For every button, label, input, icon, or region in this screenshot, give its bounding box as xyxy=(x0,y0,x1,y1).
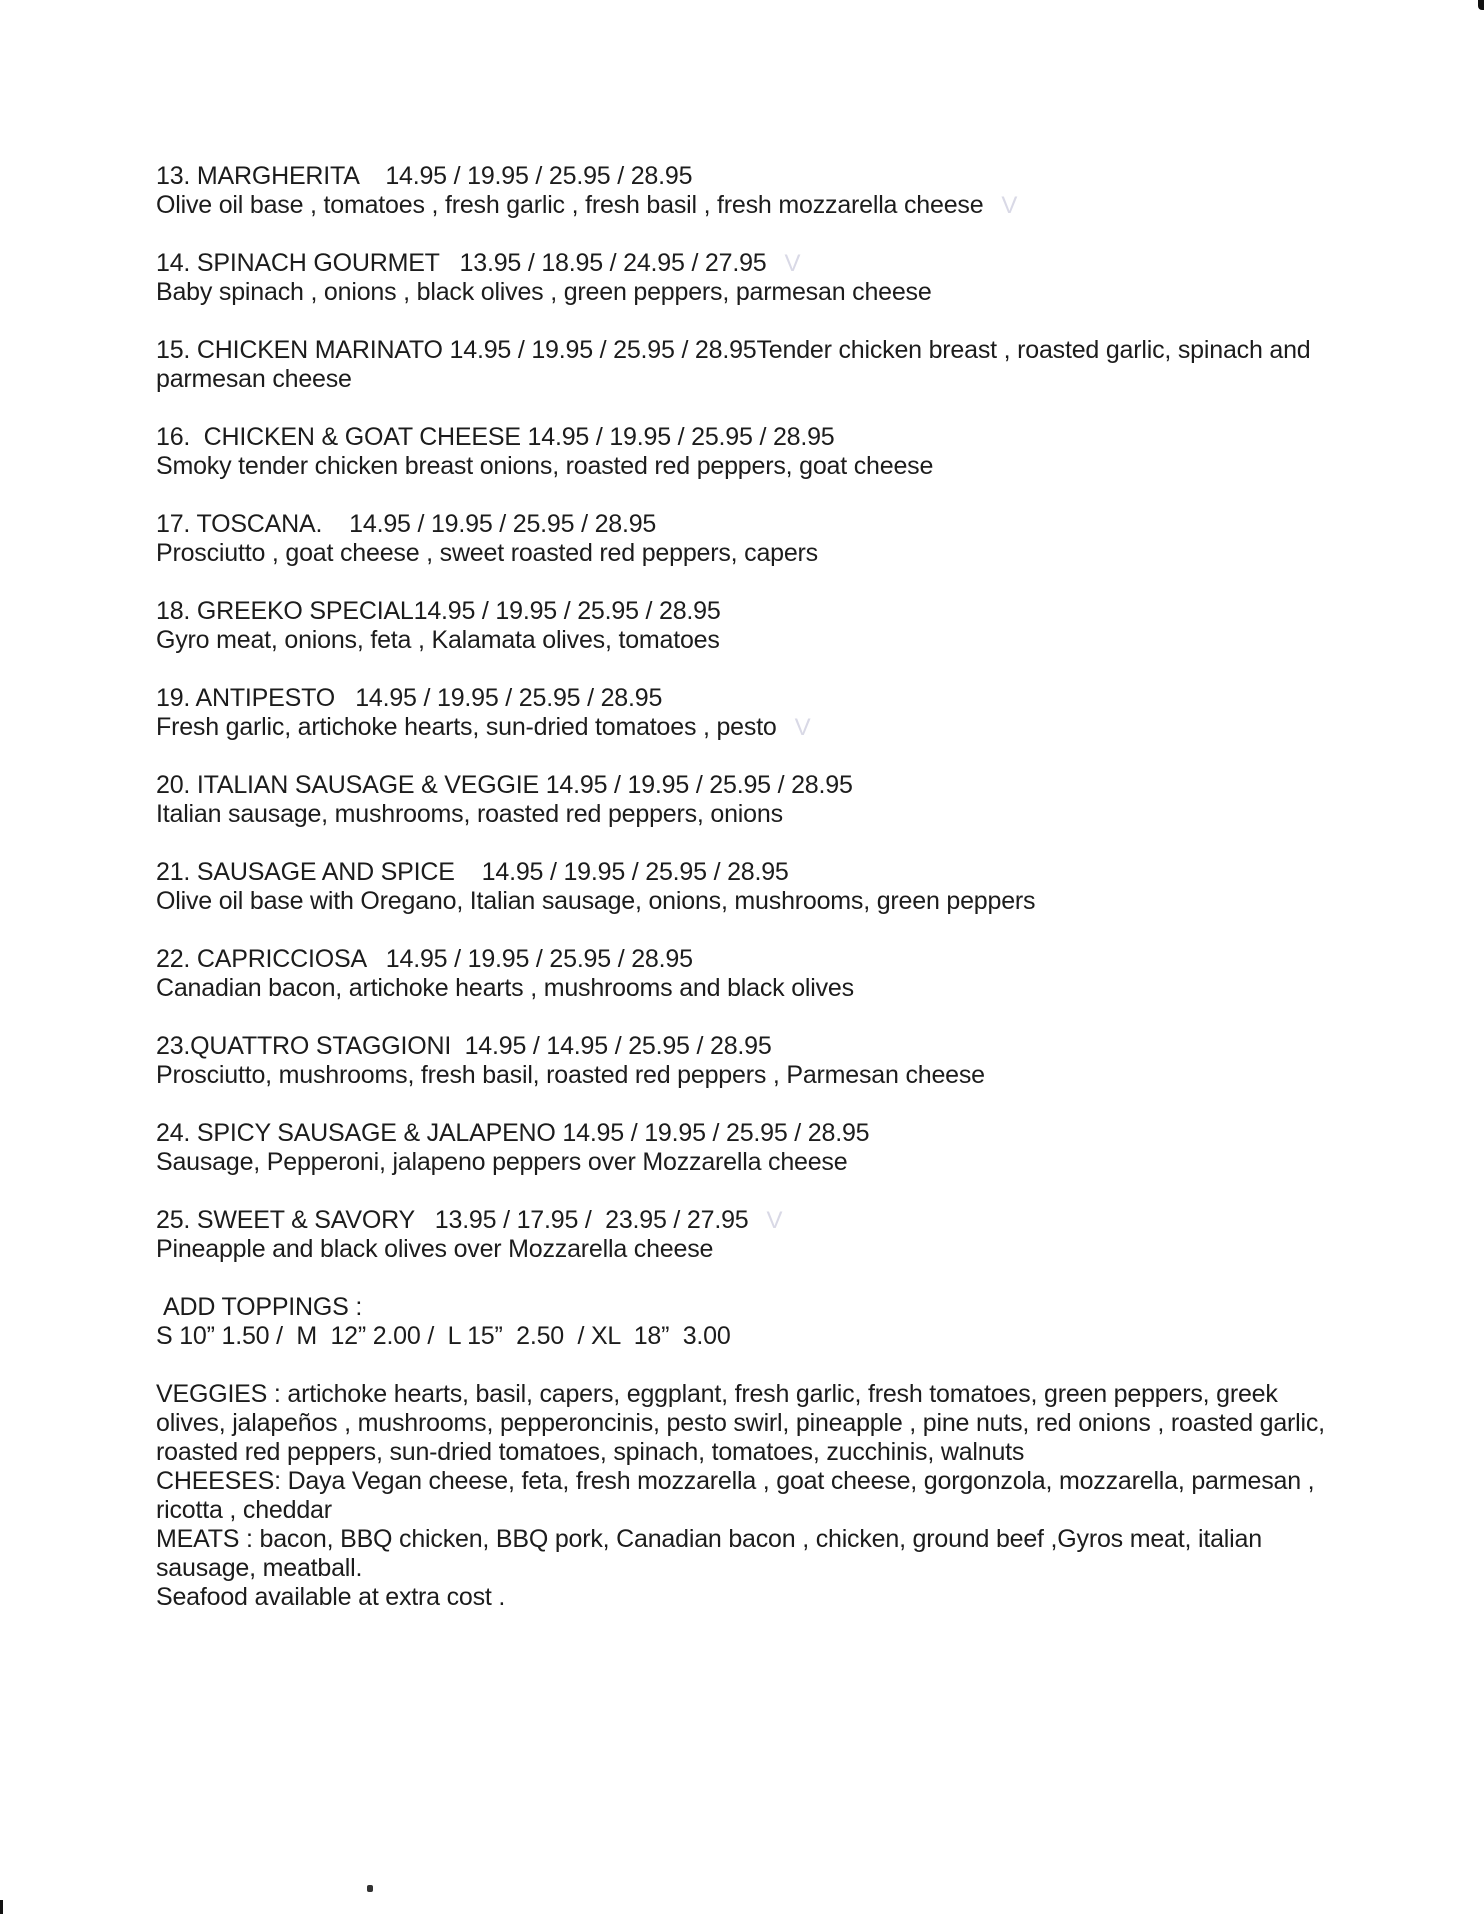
seafood-note: Seafood available at extra cost . xyxy=(156,1583,506,1611)
menu-item-description xyxy=(156,191,1326,220)
menu-item-description: Prosciutto, mushrooms, fresh basil, roasted red peppers , Parmesan cheese xyxy=(156,1061,985,1089)
menu-item-description: Olive oil base with Oregano, Italian sausage, onions, mushrooms, green peppers xyxy=(156,887,1036,915)
menu-item xyxy=(156,423,1326,481)
menu-item-title: 20. ITALIAN SAUSAGE & VEGGIE 14.95 / 19.95 / 25.95 / 28.95 xyxy=(156,771,853,799)
menu-item-description: Italian sausage, mushrooms, roasted red peppers, onions xyxy=(156,800,783,828)
menu-item-title-row xyxy=(156,1206,1326,1235)
menu-item-title: 24. SPICY SAUSAGE & JALAPENO 14.95 / 19.95 / 25.95 / 28.95 xyxy=(156,1119,870,1147)
menu-item-title: 19. ANTIPESTO 14.95 / 19.95 / 25.95 / 28.95 xyxy=(156,684,663,712)
add-toppings-section xyxy=(156,1293,1326,1351)
menu-item xyxy=(156,510,1326,568)
vegetarian-mark: V xyxy=(784,250,801,277)
menu-item-title: 14. SPINACH GOURMET 13.95 / 18.95 / 24.95 / 27.95 xyxy=(156,249,767,277)
menu-item-title: 23.QUATTRO STAGGIONI 14.95 / 14.95 / 25.95 / 28.95 xyxy=(156,1032,772,1060)
scan-dot-mark xyxy=(367,1885,373,1892)
menu-item xyxy=(156,249,1326,307)
menu-item-title: 17. TOSCANA. 14.95 / 19.95 / 25.95 / 28.95 xyxy=(156,510,657,538)
menu-item xyxy=(156,162,1326,220)
menu-item xyxy=(156,858,1326,916)
menu-item-title: 18. GREEKO SPECIAL14.95 / 19.95 / 25.95 / 28.95 xyxy=(156,597,721,625)
menu-item xyxy=(156,1206,1326,1264)
menu-item-title: 16. CHICKEN & GOAT CHEESE 14.95 / 19.95 / 25.95 / 28.95 xyxy=(156,423,835,451)
menu-item-description: Prosciutto , goat cheese , sweet roasted red peppers, capers xyxy=(156,539,818,567)
meats-list: MEATS : bacon, BBQ chicken, BBQ pork, Canadian bacon , chicken, ground beef ,Gyros meat, italian sausage, meatball. xyxy=(156,1525,1262,1582)
menu-item-description: Sausage, Pepperoni, jalapeno peppers over Mozzarella cheese xyxy=(156,1148,848,1176)
menu-item-description: Smoky tender chicken breast onions, roasted red peppers, goat cheese xyxy=(156,452,934,480)
menu-page xyxy=(156,162,1326,1612)
menu-item-description: Gyro meat, onions, feta , Kalamata olives, tomatoes xyxy=(156,626,720,654)
vegetarian-mark: V xyxy=(794,714,811,741)
cheeses-list: CHEESES: Daya Vegan cheese, feta, fresh mozzarella , goat cheese, gorgonzola, mozzarella, parmesan , ricotta , cheddar xyxy=(156,1467,1315,1524)
scan-edge-mark xyxy=(0,1900,3,1914)
menu-item xyxy=(156,771,1326,829)
menu-item xyxy=(156,684,1326,742)
vegetarian-mark: V xyxy=(1001,192,1018,219)
menu-item-title: 13. MARGHERITA 14.95 / 19.95 / 25.95 / 28.95 xyxy=(156,162,693,190)
menu-item xyxy=(156,1032,1326,1090)
menu-item-description-text: Fresh garlic, artichoke hearts, sun-dried tomatoes , pesto xyxy=(156,713,777,741)
menu-item-description: Baby spinach , onions , black olives , green peppers, parmesan cheese xyxy=(156,278,932,306)
menu-item-title: 22. CAPRICCIOSA 14.95 / 19.95 / 25.95 / 28.95 xyxy=(156,945,693,973)
menu-item-title: 15. CHICKEN MARINATO 14.95 / 19.95 / 25.95 / 28.95Tender chicken breast , roasted garlic, spinach and parmesan cheese xyxy=(156,336,1311,393)
menu-item-description-text: Olive oil base , tomatoes , fresh garlic , fresh basil , fresh mozzarella cheese xyxy=(156,191,984,219)
scan-corner-mark xyxy=(1478,0,1484,10)
menu-item xyxy=(156,945,1326,1003)
menu-item-description xyxy=(156,713,1326,742)
menu-item-title: 25. SWEET & SAVORY 13.95 / 17.95 / 23.95 / 27.95 xyxy=(156,1206,749,1234)
menu-item-title: 21. SAUSAGE AND SPICE 14.95 / 19.95 / 25.95 / 28.95 xyxy=(156,858,789,886)
menu-item-title-row xyxy=(156,249,1326,278)
veggies-list: VEGGIES : artichoke hearts, basil, capers, eggplant, fresh garlic, fresh tomatoes, green peppers, greek olives, jalapeños , mushrooms, pepperoncinis, pesto swirl, pineapple , pine nuts, red onions , roasted garlic, roasted red peppers, sun-dried tomatoes, spinach, tomatoes, zucchinis, walnuts xyxy=(156,1380,1325,1466)
menu-item-description: Pineapple and black olives over Mozzarella cheese xyxy=(156,1235,714,1263)
menu-item xyxy=(156,336,1326,394)
topping-categories xyxy=(156,1380,1326,1612)
menu-item xyxy=(156,1119,1326,1177)
add-toppings-title: ADD TOPPINGS : xyxy=(163,1293,363,1321)
menu-item-description: Canadian bacon, artichoke hearts , mushrooms and black olives xyxy=(156,974,854,1002)
vegetarian-mark: V xyxy=(766,1207,783,1234)
menu-item xyxy=(156,597,1326,655)
topping-size-prices: S 10” 1.50 / M 12” 2.00 / L 15” 2.50 / XL 18” 3.00 xyxy=(156,1322,731,1350)
